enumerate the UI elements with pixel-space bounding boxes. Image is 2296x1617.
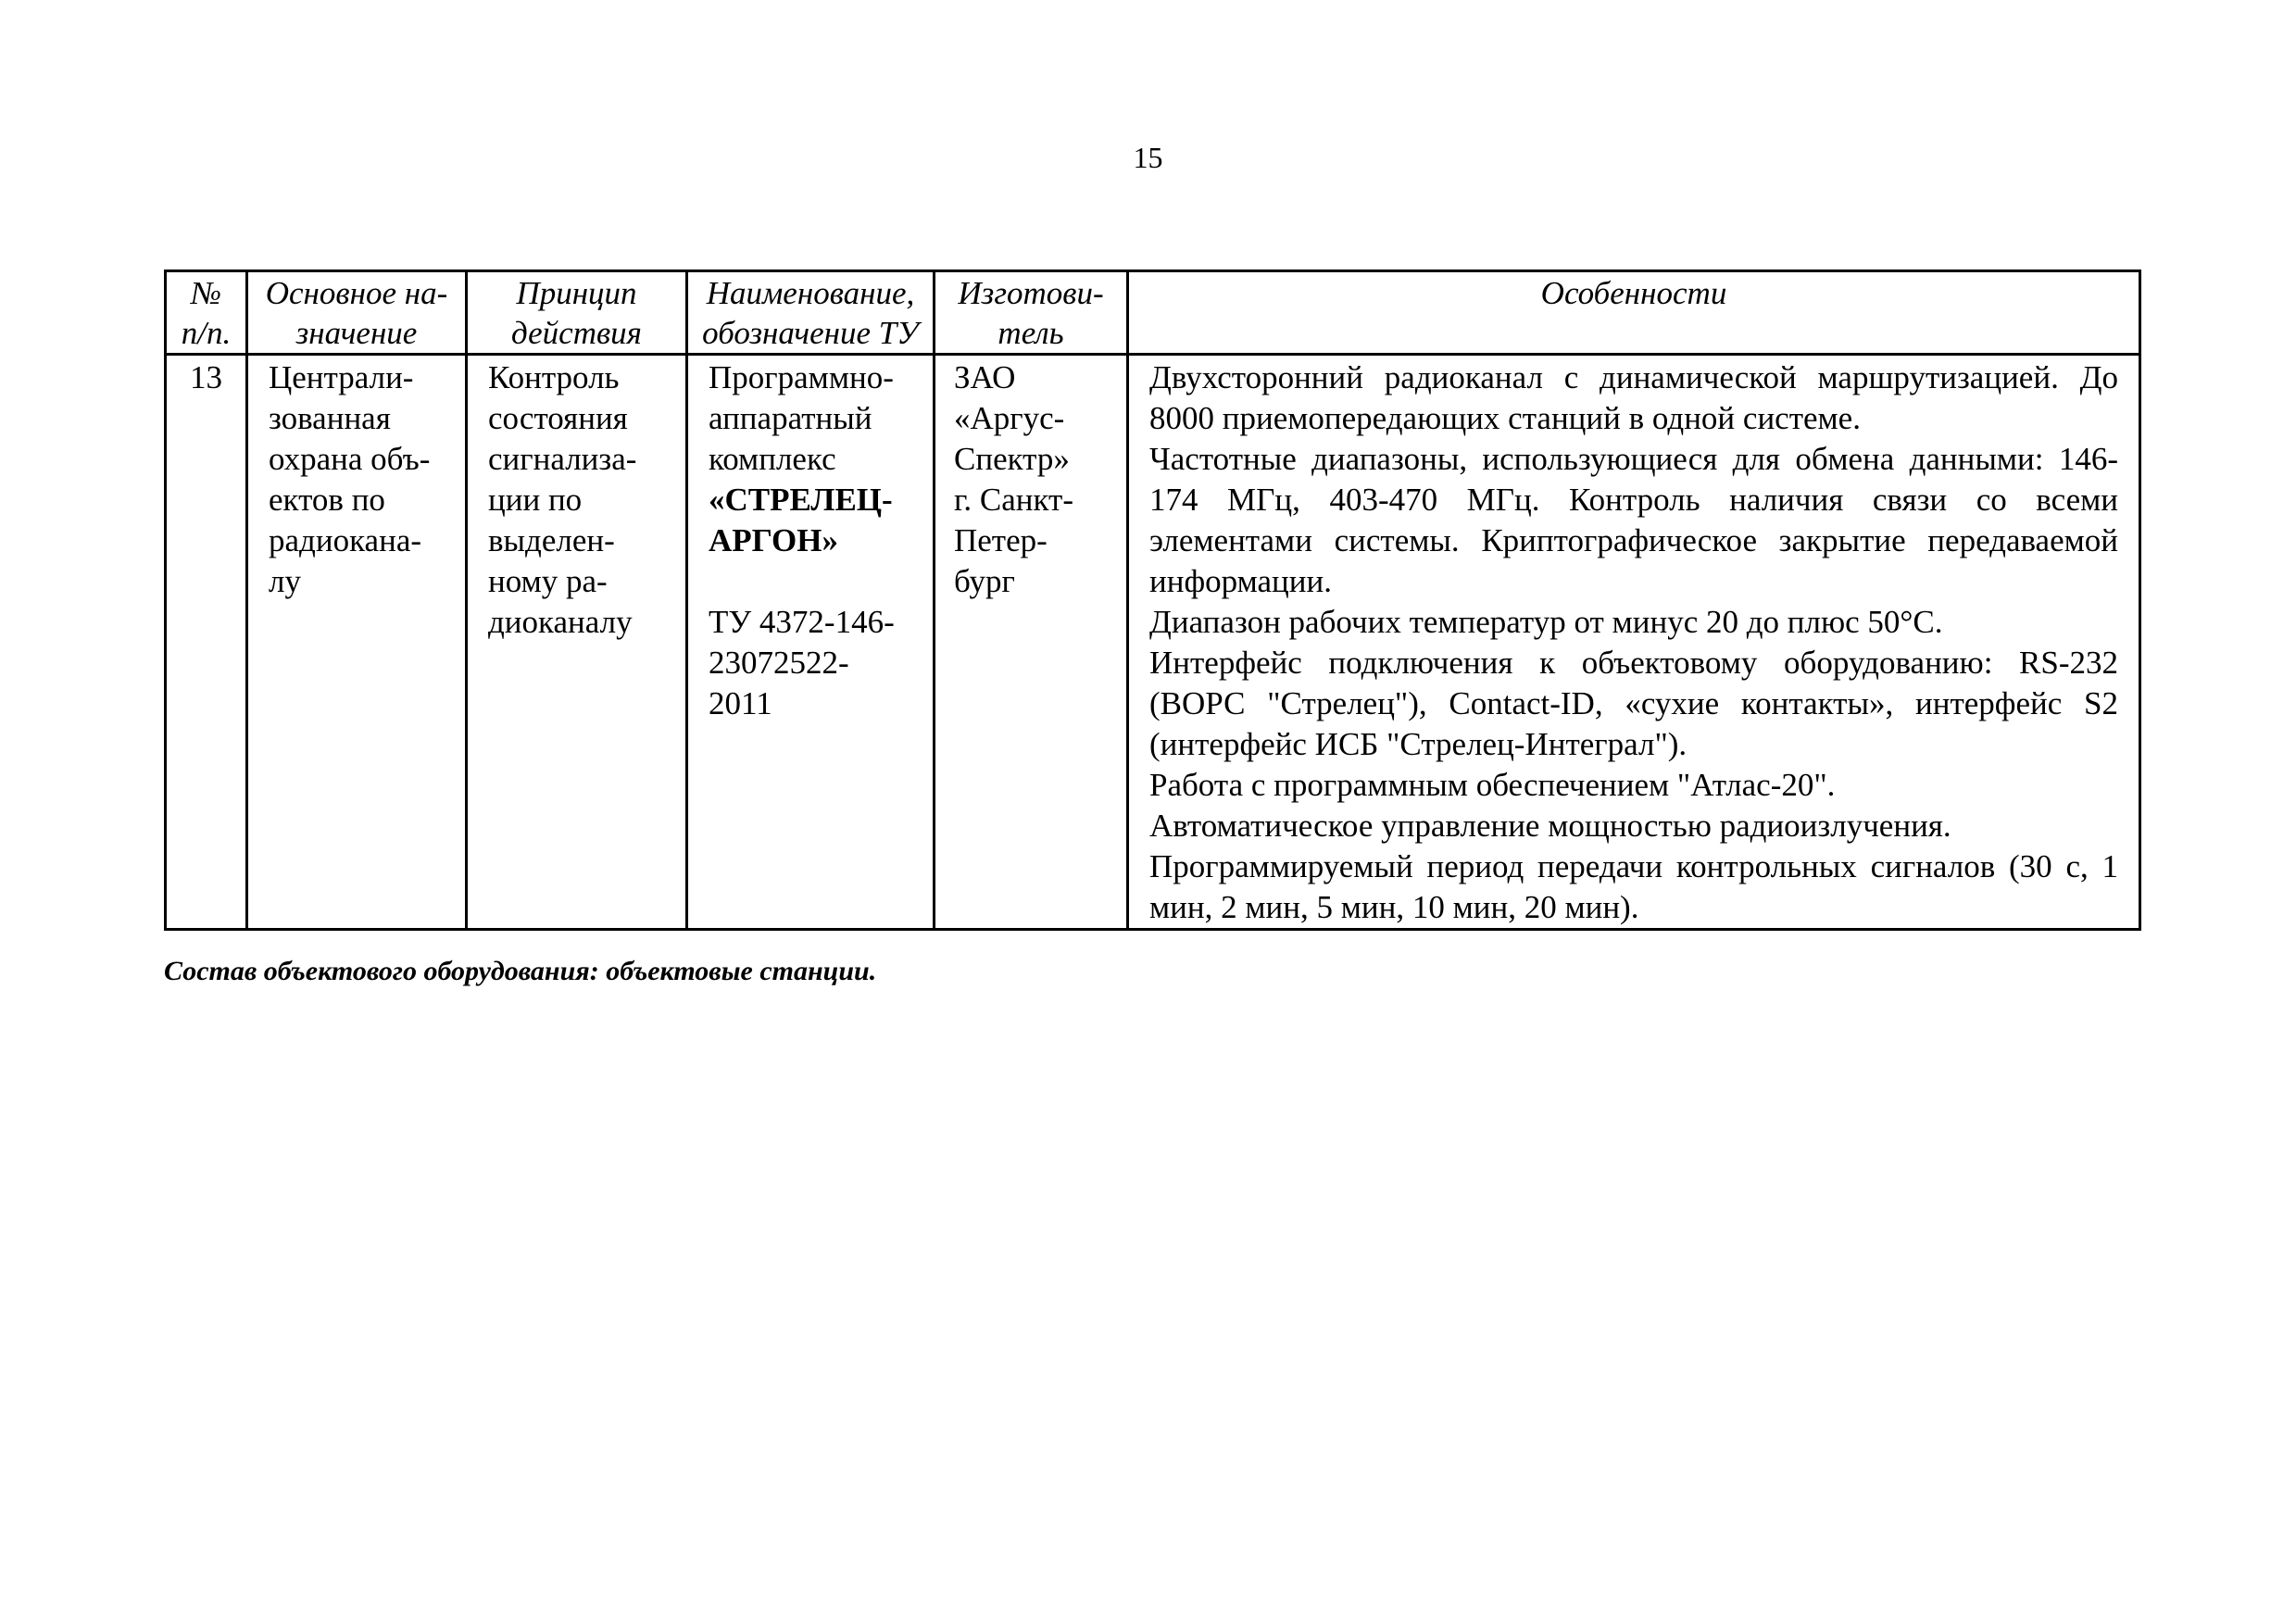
feature-item: Двухсторонний радиоканал с динамической маршрутизацией. До 8000 приемопередающих станций в одной системе.	[1149, 359, 2118, 436]
header-principle: Принцип действия	[467, 271, 687, 355]
product-name: «СТРЕЛЕЦ-	[709, 482, 893, 518]
header-name: Наименование, обозначение ТУ	[687, 271, 935, 355]
cell-name: Программно- аппаратный комплекс «СТРЕЛЕЦ- АРГОН» ТУ 4372-146- 23072522- 2011	[687, 355, 935, 930]
cell-features	[1128, 355, 2140, 930]
header-purpose: Основное на- значение	[247, 271, 467, 355]
table-header-row	[166, 271, 2140, 355]
cell-principle: Контроль состояния сигнализа- ции по выделен- ному ра- диоканалу	[467, 355, 687, 930]
feature-item: Программируемый период передачи контрольных сигналов (30 с, 1 мин, 2 мин, 5 мин, 10 мин, 20 мин).	[1149, 848, 2118, 925]
cell-manufacturer: ЗАО «Аргус- Спектр» г. Санкт- Петер- бург	[935, 355, 1128, 930]
cell-num: 13	[166, 355, 247, 930]
header-num: № п/п.	[166, 271, 247, 355]
feature-item: Автоматическое управление мощностью радиоизлучения.	[1149, 808, 1951, 844]
feature-item: Работа с программным обеспечением "Атлас-20".	[1149, 767, 1836, 803]
feature-item: Интерфейс подключения к объектовому оборудованию: RS-232 (ВОРС "Стрелец"), Contact-ID, «сухие контакты», интерфейс S2 (интерфейс ИСБ "Стрелец-Интеграл").	[1149, 645, 2118, 762]
product-name-cont: АРГОН»	[709, 522, 838, 558]
tu-designation: ТУ 4372-146-	[709, 604, 895, 640]
header-manufacturer: Изготови- тель	[935, 271, 1128, 355]
table-row	[166, 355, 2140, 930]
page-number: 15	[1133, 141, 1163, 174]
equipment-note: Состав объектового оборудования: объектовые станции.	[164, 956, 877, 986]
header-features: Особенности	[1128, 271, 2140, 355]
equipment-table	[164, 270, 2141, 931]
feature-item: Диапазон рабочих температур от минус 20 до плюс 50°С.	[1149, 604, 1943, 640]
feature-item: Частотные диапазоны, использующиеся для обмена данными: 146-174 МГц, 403-470 МГц. Контроль наличия связи со всеми элементами системы. Криптографическое закрытие передаваемой информации.	[1149, 441, 2118, 599]
cell-purpose: Централи- зованная охрана объ- ектов по радиокана- лу	[247, 355, 467, 930]
